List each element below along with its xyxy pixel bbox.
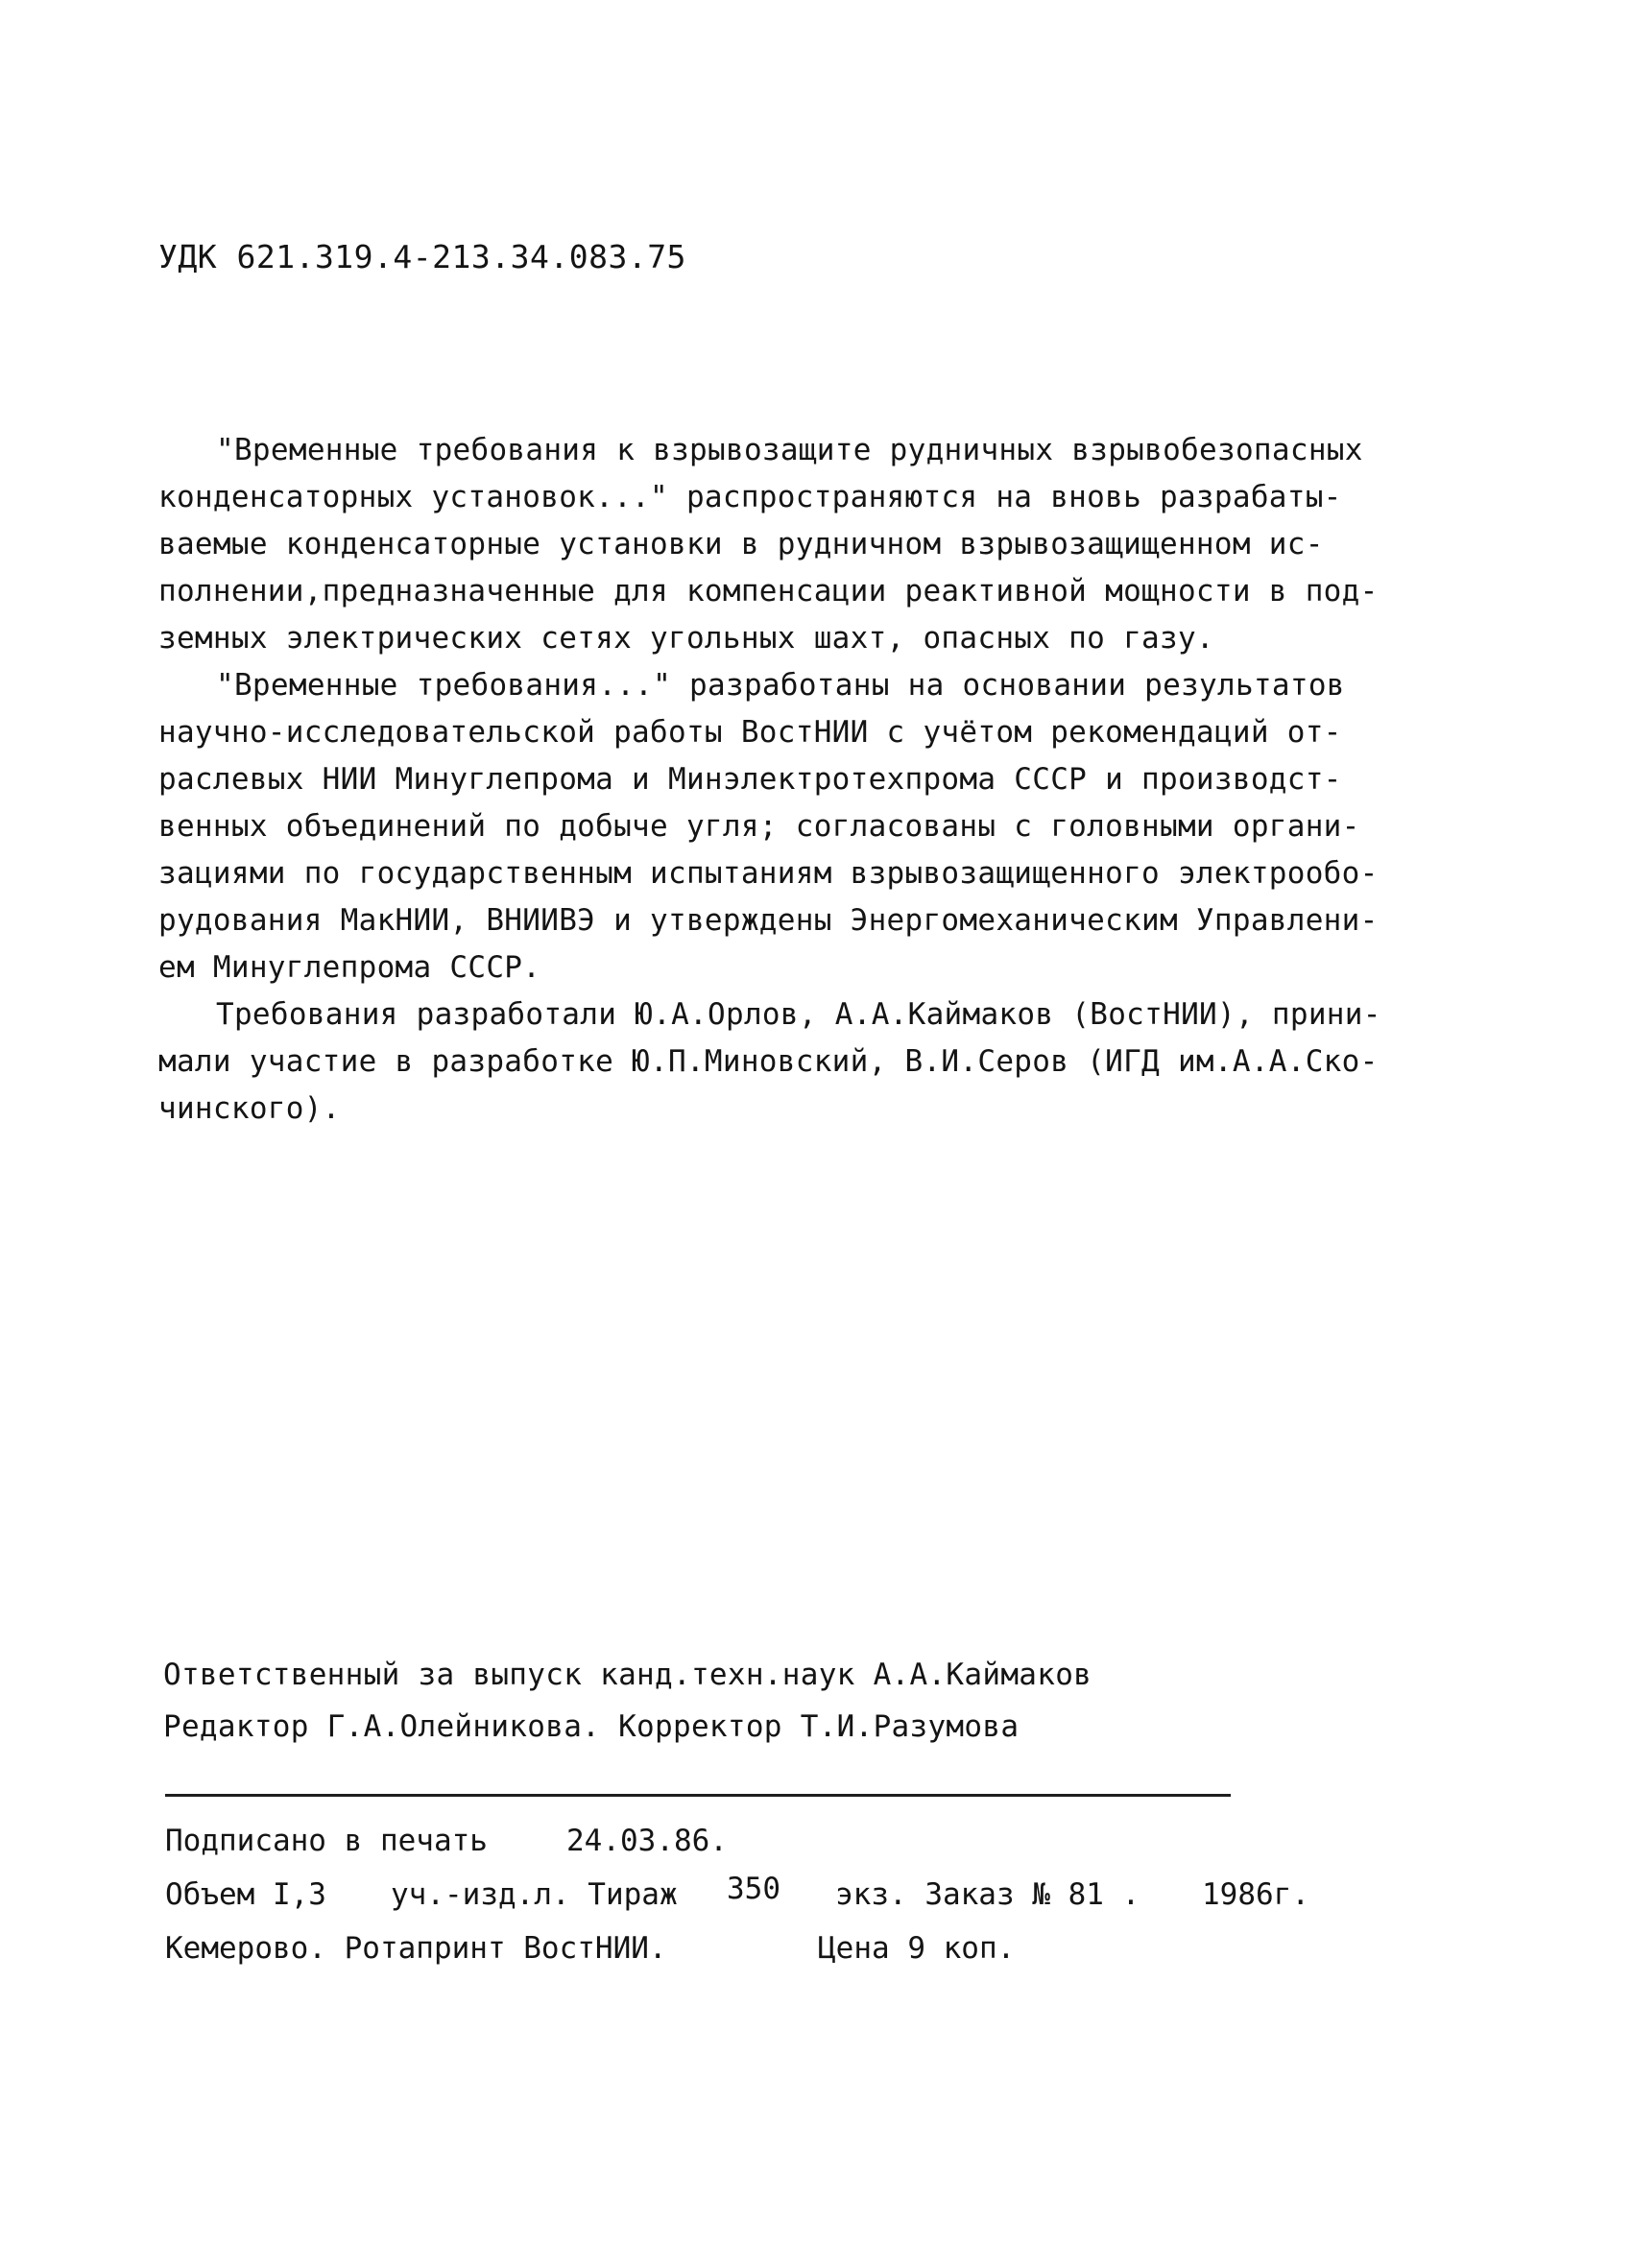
udk-code: УДК 621.319.4-213.34.083.75: [158, 238, 686, 275]
credits-block: [163, 1649, 1267, 1753]
print-place: Кемерово. Ротапринт ВостНИИ.: [165, 1931, 667, 1966]
paragraph-line: "Временные требования..." разработаны на основании результатов: [216, 668, 1345, 703]
order-number: экз. Заказ № 81 .: [835, 1877, 1140, 1912]
imprint-block: [165, 1814, 1365, 1975]
price: Цена 9 коп.: [818, 1931, 1016, 1966]
volume-line: [165, 1868, 1365, 1922]
paragraph-line: рудования МакНИИ, ВНИИВЭ и утверждены Энергомеханическим Управлени-: [158, 903, 1379, 938]
paragraph-line: конденсаторных установок..." распространяются на вновь разрабаты-: [158, 480, 1342, 514]
signed-label: Подписано в печать: [165, 1824, 488, 1858]
signed-line: [165, 1814, 1365, 1868]
paragraph-line: мали участие в разработке Ю.П.Миновский, В.И.Серов (ИГД им.А.А.Ско-: [158, 1044, 1379, 1079]
paragraph-line: научно-исследовательской работы ВостНИИ с учётом рекомендаций от-: [158, 715, 1342, 750]
paragraph-line: ем Минуглепрома СССР.: [158, 950, 541, 985]
editor-corrector: Редактор Г.А.Олейникова. Корректор Т.И.Разумова: [163, 1709, 1020, 1744]
circulation: 350: [727, 1872, 780, 1906]
paragraph-line: чинского).: [158, 1091, 341, 1126]
paragraph-line: венных объединений по добыче угля; согласованы с головными органи-: [158, 809, 1360, 844]
annotation-text: [158, 427, 1445, 1133]
paragraph-line: ваемые конденсаторные установки в рудничном взрывозащищенном ис-: [158, 527, 1324, 561]
paragraph-line: зациями по государственным испытаниям взрывозащищенного электрообо-: [158, 856, 1379, 891]
paragraph-line: "Временные требования к взрывозащите рудничных взрывобезопасных: [216, 433, 1363, 467]
volume-unit: уч.-изд.л. Тираж: [391, 1877, 678, 1912]
paragraph-line: Требования разработали Ю.А.Орлов, А.А.Каймаков (ВостНИИ), прини-: [216, 997, 1381, 1032]
place-line: [165, 1922, 1365, 1975]
paragraph-line: раслевых НИИ Минуглепрома и Минэлектротехпрома СССР и производст-: [158, 762, 1342, 797]
signed-date: 24.03.86.: [566, 1824, 728, 1858]
divider-rule: [165, 1794, 1231, 1797]
paragraph-line: земных электрических сетях угольных шахт, опасных по газу.: [158, 621, 1214, 656]
responsible-editor: Ответственный за выпуск канд.техн.наук А.А.Каймаков: [163, 1658, 1092, 1692]
print-year: 1986г.: [1202, 1877, 1309, 1912]
paragraph-line: полнении,предназначенные для компенсации реактивной мощности в под-: [158, 574, 1379, 609]
volume: Объем I,3: [165, 1877, 326, 1912]
